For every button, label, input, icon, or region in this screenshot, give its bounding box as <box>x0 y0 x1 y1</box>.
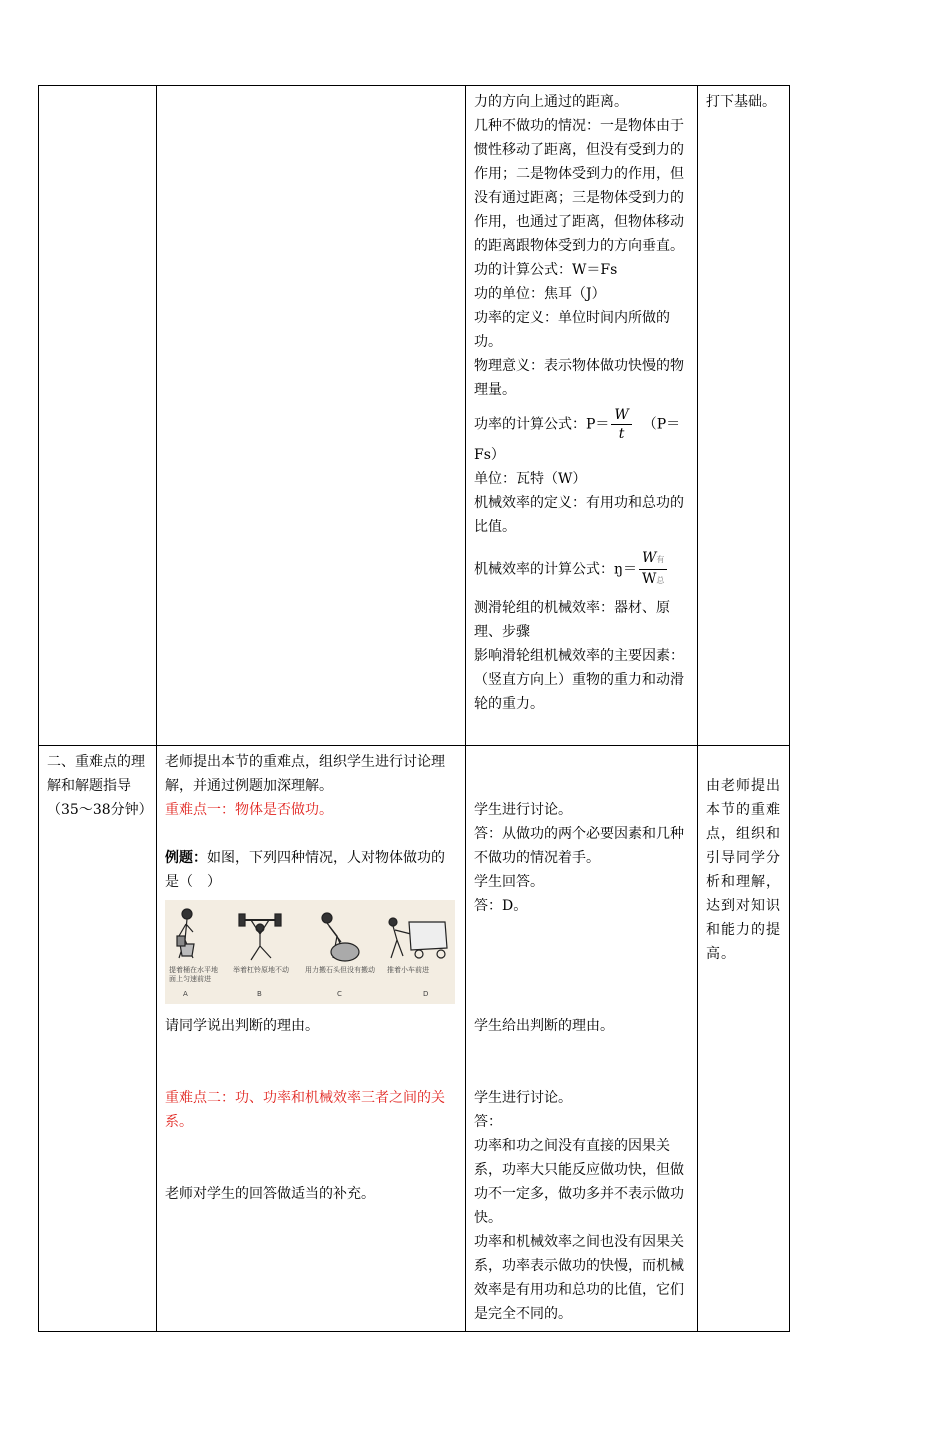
power-formula-prefix: 功率的计算公式：P＝ <box>474 416 610 433</box>
power-formula-alt-end: Fs） <box>474 447 505 463</box>
text-line: 力的方向上通过的距离。 <box>474 94 628 110</box>
design-intent-text: 由老师提出本节的重难点，组织和引导同学分析和理解，达到对知识和能力的提高。 <box>706 778 781 962</box>
option-letter-d: D <box>423 990 429 998</box>
option-letter-a: A <box>183 990 188 998</box>
cell-student-activity <box>466 86 698 746</box>
stage-title: 二、重难点的理解和解题指导（35～38分钟） <box>47 754 153 818</box>
cell-student-activity <box>466 746 698 1332</box>
student-reply: 学生回答。 <box>474 874 544 890</box>
figure-illustration <box>165 900 455 1004</box>
example-figure <box>165 900 455 1004</box>
denominator-subscript: 总 <box>656 576 665 585</box>
example-label: 例题： <box>165 850 207 866</box>
efficiency-fraction <box>639 549 667 590</box>
ask-reason: 请同学说出判断的理由。 <box>165 1018 319 1034</box>
power-formula <box>474 406 689 443</box>
discussion-2: 学生进行讨论。 <box>474 1090 572 1106</box>
power-definition: 功率的定义：单位时间内所做的功。 <box>474 310 670 350</box>
option-letter-c: C <box>337 990 342 998</box>
power-fraction <box>611 406 631 443</box>
measure-pulley: 测滑轮组的机械效率：器材、原理、步骤 <box>474 600 670 640</box>
example-question <box>165 846 457 894</box>
fraction-numerator: W <box>611 406 631 425</box>
design-intent-text: 打下基础。 <box>706 94 776 110</box>
discussion-1: 学生进行讨论。 <box>474 802 572 818</box>
intro-text: 老师提出本节的重难点，组织学生进行讨论理解，并通过例题加深理解。 <box>165 754 445 794</box>
fraction-numerator <box>639 549 667 570</box>
teacher-supplement: 老师对学生的回答做适当的补充。 <box>165 1186 375 1202</box>
cell-stage <box>39 746 157 1332</box>
work-formula: 功的计算公式：W＝Fs <box>474 262 618 278</box>
work-unit: 功的单位：焦耳（J） <box>474 286 606 302</box>
power-formula-alt: （P＝ <box>642 416 681 433</box>
power-meaning: 物理意义：表示物体做功快慢的物理量。 <box>474 358 684 398</box>
key-point-2: 重难点二：功、功率和机械效率三者之间的关系。 <box>165 1090 445 1130</box>
efficiency-formula-prefix: 机械效率的计算公式：ŋ＝ <box>474 561 638 578</box>
relation-power-work: 功率和功之间没有直接的因果关系，功率大只能反应做功快，但做功不一定多，做功多并不表示做功快。 <box>474 1138 684 1226</box>
cell-design-intent <box>698 746 790 1332</box>
cell-teacher-activity <box>157 86 466 746</box>
no-work-cases: 几种不做功的情况：一是物体由于惯性移动了距离，但没有受到力的作用；二是物体受到力的作用，但没有通过距离；三是物体受到力的作用，也通过了距离，但物体移动的距离跟物体受到力的方向垂直。 <box>474 118 684 254</box>
lesson-plan-table <box>38 85 790 1332</box>
caption-a: 提着桶在水平地面上匀速前进 <box>169 966 218 983</box>
fraction-denominator: t <box>618 426 625 442</box>
cell-design-intent <box>698 86 790 746</box>
table-row <box>39 86 790 746</box>
denominator-symbol: W <box>642 571 657 587</box>
example-text: 如图，下列四种情况，人对物体做功的是（ ） <box>165 850 445 890</box>
answer-d: 答：D。 <box>474 898 528 914</box>
caption-b: 举着杠铃原地不动 <box>233 966 289 974</box>
cell-stage <box>39 86 157 746</box>
cell-teacher-activity <box>157 746 466 1332</box>
efficiency-definition: 机械效率的定义：有用功和总功的比值。 <box>474 495 684 535</box>
key-point-1: 重难点一：物体是否做功。 <box>165 802 333 818</box>
table-row <box>39 746 790 1332</box>
relation-power-efficiency: 功率和机械效率之间也没有因果关系，功率表示做功的快慢，而机械效率是有用功和总功的比值，它们是完全不同的。 <box>474 1234 684 1322</box>
answer-1: 答：从做功的两个必要因素和几种不做功的情况着手。 <box>474 826 684 866</box>
answer-label: 答： <box>474 1114 502 1130</box>
give-reason: 学生给出判断的理由。 <box>474 1018 614 1034</box>
fraction-denominator <box>639 570 667 590</box>
numerator-subscript: 有 <box>656 555 665 564</box>
caption-c: 用力搬石头但没有搬动 <box>305 966 375 974</box>
efficiency-formula <box>474 549 689 590</box>
power-unit: 单位：瓦特（W） <box>474 471 587 487</box>
caption-d: 推着小车前进 <box>387 966 429 974</box>
numerator-symbol: W <box>642 550 657 566</box>
option-letter-b: B <box>257 990 262 998</box>
efficiency-factors: 影响滑轮组机械效率的主要因素：（竖直方向上）重物的重力和动滑轮的重力。 <box>474 648 684 712</box>
